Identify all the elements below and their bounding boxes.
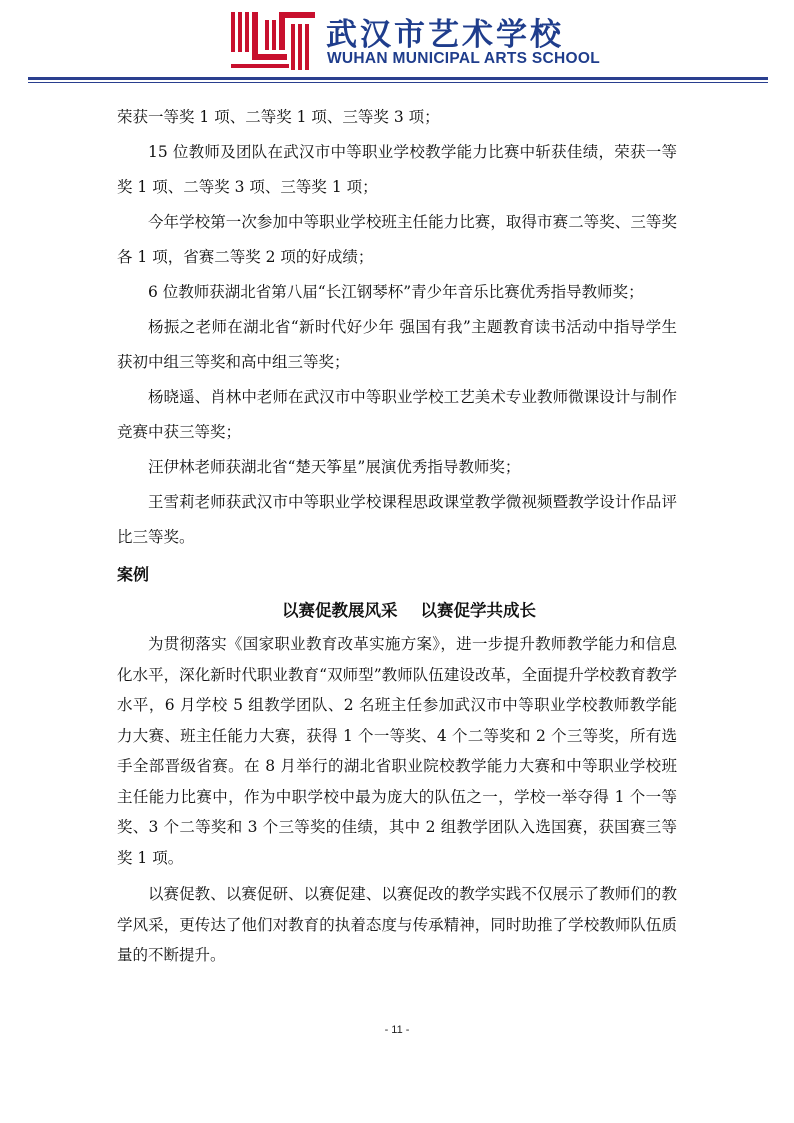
school-logo-icon [229,10,319,70]
case-section-label: 案例 [117,565,150,584]
case-paragraph: 为贯彻落实《国家职业教育改革实施方案》，进一步提升教师教学能力和信息化水平，深化新时代职业教育“双师型”教师队伍建设改革，全面提升学校教育教学水平，6 月学校 5 组教学团队、2 名班主任参加武汉市中等职业学校教师教学能力大赛、班主任能力大赛，获得 1 个一等奖、4 个二等奖和 2 个三等奖，所有选手全部晋级省赛。在 8 月举行的湖北省职业院校教学能力大赛和中等职业学校班主任能力比赛中，作为中职学校中最为庞大的队伍之一，学校一举夺得 1 个一等奖、3 个二等奖和 3 个三等奖的佳绩，其中 2 组教学团队入选国赛，获国赛三等奖 1 项。 [117,635,677,867]
award-item: 汪伊林老师获湖北省“楚天筝星”展演优秀指导教师奖； [148,458,521,476]
header-rule-thin [28,82,768,83]
header-rule-thick [28,77,768,80]
award-item: 王雪莉老师获武汉市中等职业学校课程思政课堂教学微视频暨教学设计作品评比三等奖。 [117,493,677,546]
school-name-cn: 武汉市艺术学校 [326,17,564,53]
school-name-en: WUHAN MUNICIPAL ARTS SCHOOL [327,50,601,67]
award-item: 今年学校第一次参加中等职业学校班主任能力比赛，取得市赛二等奖、三等奖各 1 项，省赛二等奖 2 项的好成绩； [117,213,677,266]
award-item: 15 位教师及团队在武汉市中等职业学校教学能力比赛中斩获佳绩，荣获一等奖 1 项、二等奖 3 项、三等奖 1 项； [117,143,677,196]
award-item: 杨晓遥、肖林中老师在武汉市中等职业学校工艺美术专业教师微课设计与制作竞赛中获三等奖； [117,388,677,441]
page-header [0,0,794,96]
award-item: 荣获一等奖 1 项、二等奖 1 项、三等奖 3 项； [117,108,440,126]
award-item: 杨振之老师在湖北省“新时代好少年 强国有我”主题教育读书活动中指导学生获初中组三等奖和高中组三等奖； [117,318,677,371]
case-title: 以赛促教展风采 以赛促学共成长 [282,601,536,620]
case-paragraph: 以赛促教、以赛促研、以赛促建、以赛促改的教学实践不仅展示了教师们的教学风采，更传达了他们对教育的执着态度与传承精神，同时助推了学校教师队伍质量的不断提升。 [117,885,677,964]
page-number: - 11 - [384,1024,410,1036]
award-item: 6 位教师获湖北省第八届“长江钢琴杯”青少年音乐比赛优秀指导教师奖； [148,283,644,301]
page-content [117,100,677,971]
